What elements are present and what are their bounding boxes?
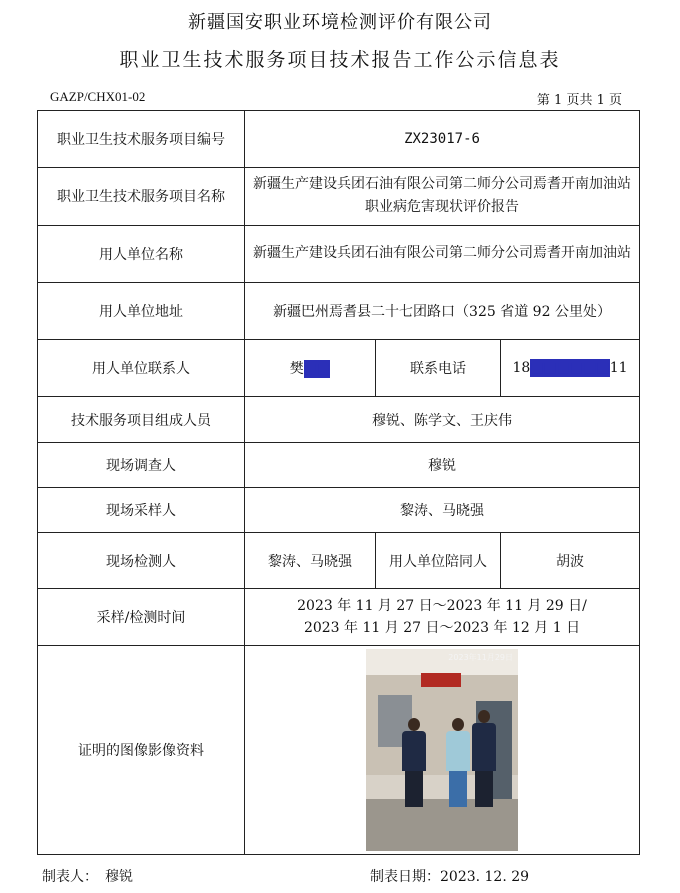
row-team: [38, 397, 640, 442]
project-no-label: 职业卫生技术服务项目编号: [38, 111, 245, 168]
info-table: [37, 110, 640, 855]
form-code: GAZP/CHX01-02: [50, 89, 146, 104]
sampler-label: 现场采样人: [38, 487, 245, 532]
employer-address-label: 用人单位地址: [38, 282, 245, 339]
tester-label: 现场检测人: [38, 533, 245, 589]
employer-name-label: 用人单位名称: [38, 225, 245, 282]
row-project-no: [38, 111, 640, 168]
employer-address-value: 新疆巴州焉耆县二十七团路口（325 省道 92 公里处）: [245, 282, 640, 339]
photo-person: [402, 718, 426, 807]
photo-cell: [245, 645, 640, 854]
time-label: 采样/检测时间: [38, 589, 245, 645]
row-photo: [38, 645, 640, 854]
phone-label: 联系电话: [376, 340, 501, 397]
row-project-name: [38, 168, 640, 225]
phone-suffix: 11: [609, 360, 628, 377]
row-employer-name: [38, 225, 640, 282]
investigator-label: 现场调查人: [38, 442, 245, 487]
preparer: 制表人： 穆锐: [42, 869, 133, 885]
team-value: 穆锐、陈学文、王庆伟: [245, 397, 640, 442]
team-label: 技术服务项目组成人员: [38, 397, 245, 442]
contact-name-redaction: ■■: [303, 361, 331, 378]
row-time: [38, 589, 640, 645]
phone-redaction: ■■■■■■: [530, 360, 610, 377]
row-contact: [38, 340, 640, 397]
tester-value: 黎涛、马晓强: [245, 533, 376, 589]
company-name: 新疆国安职业环境检测评价有限公司: [188, 12, 492, 33]
photo-timestamp: 2023年11月29日: [448, 652, 514, 662]
project-name-label: 职业卫生技术服务项目名称: [38, 168, 245, 225]
phone-value: [501, 340, 640, 397]
contact-name-visible: 樊: [289, 361, 304, 378]
time-value: [245, 589, 640, 645]
phone-prefix: 18: [512, 360, 531, 377]
companion-value: 胡波: [501, 533, 640, 589]
project-name-value: 新疆生产建设兵团石油有限公司第二师分公司焉耆开南加油站职业病危害现状评价报告: [245, 168, 640, 225]
contact-value: [245, 340, 376, 397]
photo-label: 证明的图像影像资料: [38, 645, 245, 854]
site-photo: [366, 649, 518, 851]
companion-label: 用人单位陪同人: [376, 533, 501, 589]
photo-person: [472, 710, 496, 807]
row-sampler: [38, 487, 640, 532]
row-investigator: [38, 442, 640, 487]
prepared-date: 制表日期：2023. 12. 29: [370, 869, 530, 885]
sampler-value: 黎涛、马晓强: [245, 487, 640, 532]
contact-label: 用人单位联系人: [38, 340, 245, 397]
row-employer-address: [38, 282, 640, 339]
time-line-2: 2023 年 11 月 27 日～2023 年 12 月 1 日: [303, 620, 581, 637]
page-info: 第 1 页共 1 页: [536, 93, 622, 108]
time-line-1: 2023 年 11 月 27 日～2023 年 11 月 29 日/: [297, 598, 587, 615]
photo-sign: [421, 673, 461, 687]
photo-person: [446, 718, 470, 807]
employer-name-value: 新疆生产建设兵团石油有限公司第二师分公司焉耆开南加油站: [245, 225, 640, 282]
row-tester: [38, 533, 640, 589]
document-title: 职业卫生技术服务项目技术报告工作公示信息表: [119, 49, 561, 71]
investigator-value: 穆锐: [245, 442, 640, 487]
project-no-value: ZX23017-6: [245, 111, 640, 168]
